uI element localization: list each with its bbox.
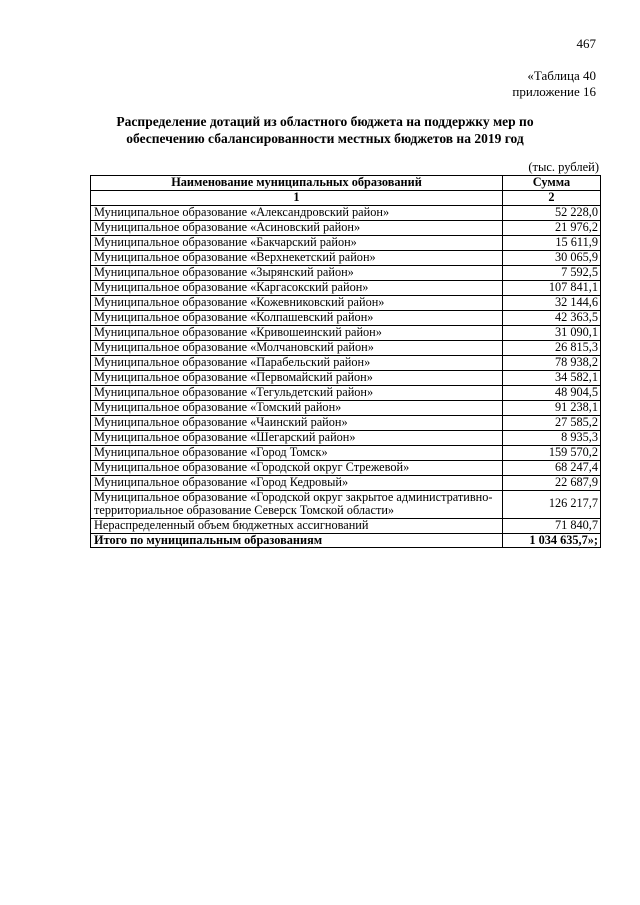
document-title-line1: Распределение дотаций из областного бюджета на поддержку мер по <box>116 114 534 129</box>
allocation-table <box>90 175 601 548</box>
table-row <box>91 280 601 295</box>
municipality-amount: 68 247,4 <box>503 460 601 475</box>
table-row <box>91 430 601 445</box>
municipality-amount: 15 611,9 <box>503 235 601 250</box>
header-note-line2: приложение 16 <box>512 84 596 99</box>
municipality-amount: 48 904,5 <box>503 385 601 400</box>
total-label: Итого по муниципальным образованиям <box>91 533 503 548</box>
municipality-name: Муниципальное образование «Кожевниковский район» <box>91 295 503 310</box>
municipality-amount: 30 065,9 <box>503 250 601 265</box>
table-row <box>91 220 601 235</box>
municipality-amount: 126 217,7 <box>503 490 601 518</box>
header-amount: Сумма <box>503 176 601 191</box>
unit-note: (тыс. рублей) <box>528 160 599 174</box>
municipality-amount: 21 976,2 <box>503 220 601 235</box>
table-row <box>91 490 601 518</box>
municipality-amount: 71 840,7 <box>503 518 601 533</box>
table-row <box>91 265 601 280</box>
header-name: Наименование муниципальных образований <box>91 176 503 191</box>
municipality-name: Муниципальное образование «Город Кедровый» <box>91 475 503 490</box>
table-row <box>91 235 601 250</box>
table-row <box>91 370 601 385</box>
table-row <box>91 295 601 310</box>
municipality-amount: 22 687,9 <box>503 475 601 490</box>
municipality-name: Муниципальное образование «Городской округ закрытое административно-территориальное образование Северск Томской области» <box>91 490 503 518</box>
municipality-name: Муниципальное образование «Зырянский район» <box>91 265 503 280</box>
municipality-amount: 159 570,2 <box>503 445 601 460</box>
total-row <box>91 533 601 548</box>
municipality-amount: 32 144,6 <box>503 295 601 310</box>
municipality-amount: 107 841,1 <box>503 280 601 295</box>
table-row <box>91 518 601 533</box>
municipality-name: Муниципальное образование «Кривошеинский район» <box>91 325 503 340</box>
municipality-amount: 31 090,1 <box>503 325 601 340</box>
table-row <box>91 310 601 325</box>
table-row <box>91 250 601 265</box>
municipality-name: Муниципальное образование «Александровский район» <box>91 205 503 220</box>
municipality-amount: 27 585,2 <box>503 415 601 430</box>
municipality-name: Муниципальное образование «Верхнекетский район» <box>91 250 503 265</box>
table-row <box>91 325 601 340</box>
table-row <box>91 205 601 220</box>
column-number-1: 1 <box>91 191 503 206</box>
table-row <box>91 340 601 355</box>
municipality-name: Муниципальное образование «Тегульдетский район» <box>91 385 503 400</box>
municipality-amount: 34 582,1 <box>503 370 601 385</box>
municipality-amount: 91 238,1 <box>503 400 601 415</box>
municipality-name: Муниципальное образование «Парабельский район» <box>91 355 503 370</box>
municipality-amount: 78 938,2 <box>503 355 601 370</box>
table-row <box>91 475 601 490</box>
table-row <box>91 385 601 400</box>
municipality-name: Муниципальное образование «Каргасокский район» <box>91 280 503 295</box>
municipality-amount: 26 815,3 <box>503 340 601 355</box>
table-row <box>91 460 601 475</box>
municipality-name: Муниципальное образование «Колпашевский район» <box>91 310 503 325</box>
table-row <box>91 445 601 460</box>
municipality-name: Муниципальное образование «Городской округ Стрежевой» <box>91 460 503 475</box>
document-title-line2: обеспечению сбалансированности местных бюджетов на 2019 год <box>126 131 524 146</box>
municipality-amount: 7 592,5 <box>503 265 601 280</box>
municipality-name: Муниципальное образование «Молчановский район» <box>91 340 503 355</box>
municipality-name: Муниципальное образование «Город Томск» <box>91 445 503 460</box>
municipality-name: Муниципальное образование «Асиновский район» <box>91 220 503 235</box>
table-header-row <box>91 176 601 191</box>
municipality-name: Муниципальное образование «Чаинский район» <box>91 415 503 430</box>
table-row <box>91 355 601 370</box>
page-number: 467 <box>576 36 596 51</box>
municipality-name: Муниципальное образование «Первомайский район» <box>91 370 503 385</box>
municipality-name: Нераспределенный объем бюджетных ассигнований <box>91 518 503 533</box>
table-row <box>91 415 601 430</box>
municipality-amount: 52 228,0 <box>503 205 601 220</box>
header-note <box>512 68 596 100</box>
column-number-row <box>91 191 601 206</box>
municipality-name: Муниципальное образование «Шегарский район» <box>91 430 503 445</box>
municipality-name: Муниципальное образование «Томский район» <box>91 400 503 415</box>
municipality-amount: 8 935,3 <box>503 430 601 445</box>
table-row <box>91 400 601 415</box>
total-amount: 1 034 635,7»; <box>503 533 601 548</box>
municipality-amount: 42 363,5 <box>503 310 601 325</box>
column-number-2: 2 <box>503 191 601 206</box>
header-note-line1: «Таблица 40 <box>527 68 596 83</box>
municipality-name: Муниципальное образование «Бакчарский район» <box>91 235 503 250</box>
document-title <box>90 113 560 147</box>
